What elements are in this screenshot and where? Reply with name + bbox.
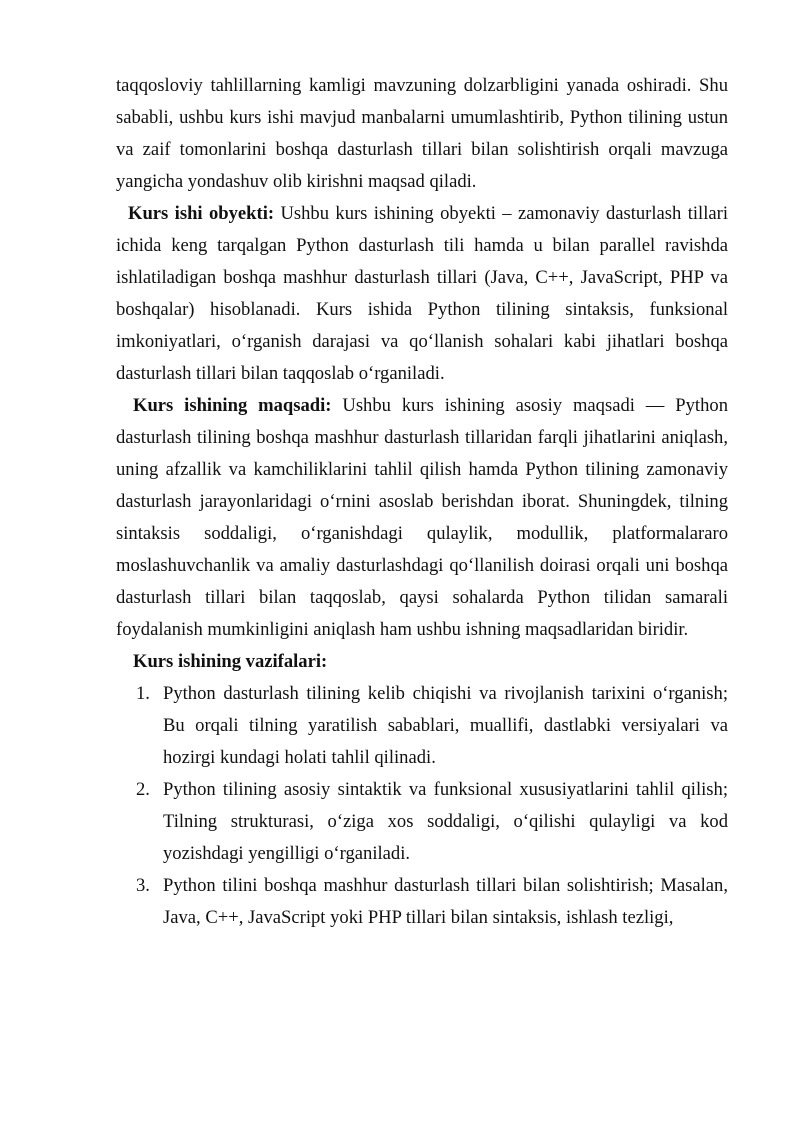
goal-heading: Kurs ishining maqsadi: xyxy=(133,395,332,416)
tasks-list xyxy=(116,678,728,934)
goal-text: Ushbu kurs ishining asosiy maqsadi — Python dasturlash tilining boshqa mashhur dasturlash tillaridan farqli jihatlarini aniqlash, uning afzallik va kamchiliklarini tahlil qilish hamda Python tilining zamonaviy dasturlash jarayonlaridagi oʻrnini asoslab berishdan iborat. Shuningdek, tilning sintaksis soddaligi, oʻrganishdagi qulaylik, modullik, platformalararo moslashuvchanlik va amaliy dasturlashdagi qoʻllanilish doirasi orqali uni boshqa dasturlash tillari bilan taqqoslab, qaysi sohalarda Python tilidan samarali foydalanish mumkinligini aniqlash ham ushbu ishning maqsadlaridan biridir. xyxy=(116,395,728,640)
intro-paragraph: taqqosloviy tahlillarning kamligi mavzuning dolzarbligini yanada oshiradi. Shu sababli, ushbu kurs ishi mavjud manbalarni umumlashtirib, Python tilining ustun va zaif tomonlarini boshqa dasturlash tillari bilan solishtirish orqali mavzuga yangicha yondashuv olib kirishni maqsad qiladi. xyxy=(116,75,728,192)
list-item xyxy=(116,870,728,934)
object-paragraph xyxy=(116,198,728,390)
goal-paragraph xyxy=(116,390,728,646)
object-heading: Kurs ishi obyekti: xyxy=(128,203,275,224)
list-item-number: 3. xyxy=(136,875,150,896)
object-text: Ushbu kurs ishining obyekti – zamonaviy dasturlash tillari ichida keng tarqalgan Python dasturlash tili hamda u bilan parallel ravishda ishlatiladigan boshqa mashhur dasturlash tillari (Java, C++, JavaScript, PHP va boshqalar) hisoblanadi. Kurs ishida Python tilining sintaksis, funksional imkoniyatlari, oʻrganish darajasi va qoʻllanish sohalari kabi jihatlari boshqa dasturlash tillari bilan taqqoslab oʻrganiladi. xyxy=(116,203,728,384)
list-item xyxy=(116,774,728,870)
list-item-text: Python tilini boshqa mashhur dasturlash tillari bilan solishtirish; Masalan, Java, C++, JavaScript yoki PHP tillari bilan sintaksis, ishlash tezligi, xyxy=(163,875,728,928)
tasks-heading-paragraph xyxy=(116,646,728,678)
tasks-heading: Kurs ishining vazifalari: xyxy=(133,651,328,672)
list-item-number: 2. xyxy=(136,779,150,800)
list-item xyxy=(116,678,728,774)
list-item-number: 1. xyxy=(136,683,150,704)
page-content xyxy=(116,70,728,934)
list-item-text: Python tilining asosiy sintaktik va funksional xususiyatlarini tahlil qilish; Tilning strukturasi, oʻziga xos soddaligi, oʻqilishi qulayligi va kod yozishdagi yengilligi oʻrganiladi. xyxy=(163,779,728,864)
list-item-text: Python dasturlash tilining kelib chiqishi va rivojlanish tarixini oʻrganish; Bu orqali tilning yaratilish sabablari, muallifi, dastlabki versiyalari va hozirgi kundagi holati tahlil qilinadi. xyxy=(163,683,728,768)
